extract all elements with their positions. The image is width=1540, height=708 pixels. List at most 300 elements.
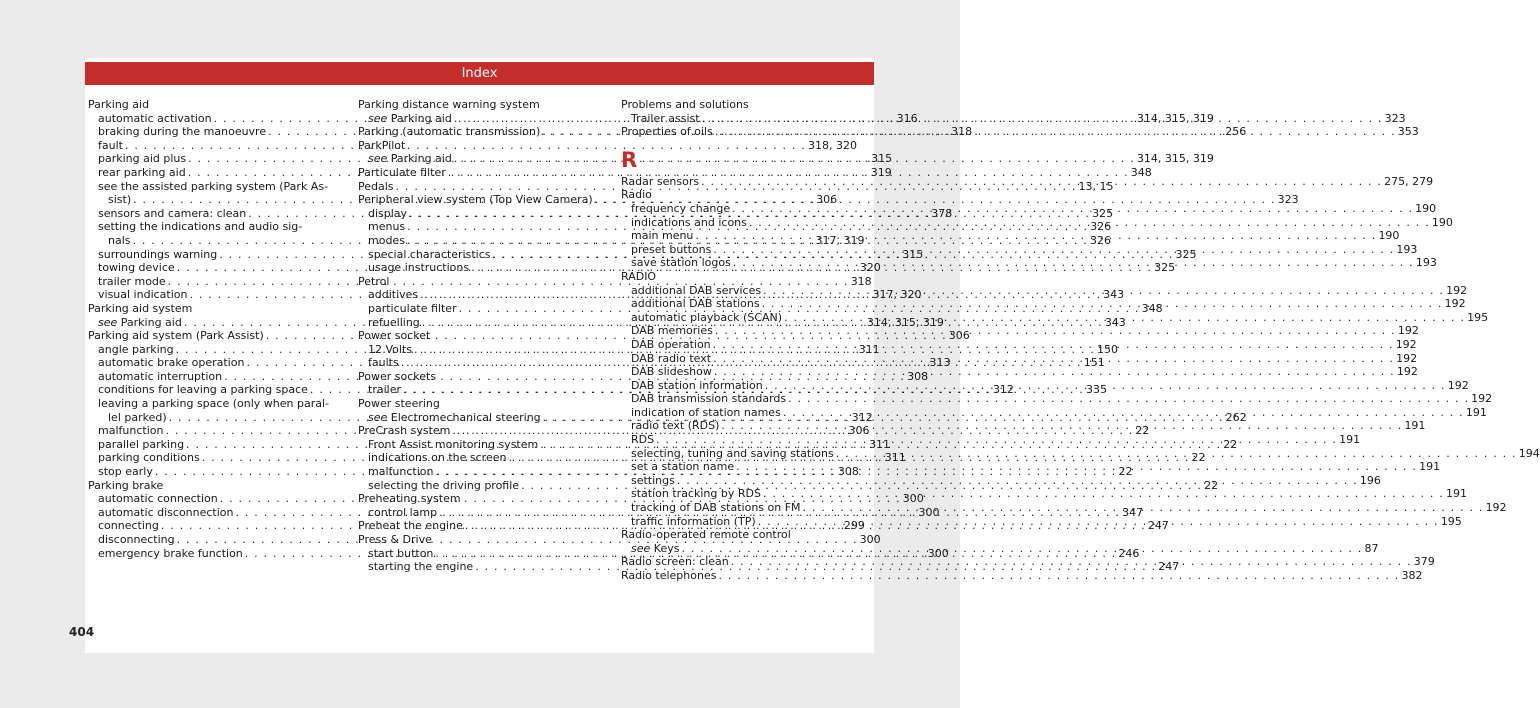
entry-text: special characteristics bbox=[368, 247, 491, 261]
entry-text: usage instructions bbox=[368, 261, 470, 275]
entry-label bbox=[98, 125, 266, 139]
leader-dots bbox=[762, 297, 1443, 311]
entry-text: parking conditions bbox=[98, 451, 200, 465]
leader-dots bbox=[714, 365, 1395, 379]
entry-label bbox=[631, 515, 756, 529]
page-reference[interactable]: 300 bbox=[859, 533, 881, 546]
entry-text: starting the engine bbox=[368, 560, 474, 574]
leader-dots bbox=[702, 112, 1383, 126]
index-heading: Petrol bbox=[358, 274, 390, 288]
entry-text: trailer mode bbox=[98, 274, 166, 288]
page-reference[interactable]: 192 bbox=[1396, 365, 1418, 379]
see-reference: see bbox=[98, 315, 118, 329]
entry-text: Pedals bbox=[358, 179, 394, 193]
page-reference[interactable]: 325 bbox=[1175, 247, 1197, 261]
entry-label bbox=[108, 411, 167, 425]
entry-label bbox=[368, 465, 433, 479]
page-reference[interactable]: 247 bbox=[1147, 519, 1169, 533]
entry-text: start button bbox=[368, 546, 434, 560]
index-entry bbox=[621, 569, 1423, 583]
entry-text: Properties of oils bbox=[621, 125, 713, 139]
leader-dots bbox=[749, 216, 1430, 230]
entry-label bbox=[368, 438, 538, 452]
entry-text: additional DAB stations bbox=[631, 297, 760, 311]
entry-text: conditions for leaving a parking space bbox=[98, 383, 308, 397]
index-heading: Parking aid bbox=[88, 98, 150, 111]
entry-label bbox=[88, 329, 264, 343]
entry-text: particulate filter bbox=[368, 301, 457, 315]
leader-dots bbox=[733, 256, 1414, 270]
entry-label bbox=[98, 383, 308, 397]
entry-label bbox=[631, 487, 761, 501]
entry-text: towing device bbox=[98, 261, 175, 275]
entry-label bbox=[98, 112, 212, 126]
entry-label bbox=[368, 411, 541, 425]
page-reference[interactable]: 378 bbox=[931, 206, 953, 220]
entry-text: RDS bbox=[631, 433, 655, 447]
page-reference[interactable]: 314, 315, 319 bbox=[866, 315, 944, 329]
page-reference[interactable]: 347 bbox=[1122, 505, 1144, 519]
page-reference[interactable]: 348 bbox=[1141, 301, 1163, 315]
entry-text: automatic playback (SCAN) bbox=[631, 310, 783, 324]
entry-text: DAB memories bbox=[631, 324, 713, 338]
page-reference[interactable]: 318 bbox=[850, 274, 872, 288]
leader-dots bbox=[803, 501, 1484, 515]
page-reference[interactable]: 315 bbox=[902, 247, 924, 261]
page-reference[interactable]: 190 bbox=[1431, 215, 1453, 229]
entry-label bbox=[631, 433, 654, 447]
page-reference[interactable]: 343 bbox=[1103, 288, 1125, 302]
index-heading: Parking aid system bbox=[88, 301, 193, 315]
page-reference[interactable]: 191 bbox=[1419, 460, 1441, 474]
page-reference[interactable]: 191 bbox=[1445, 487, 1467, 501]
entry-label bbox=[98, 166, 186, 180]
entry-label bbox=[98, 261, 175, 275]
entry-label bbox=[631, 229, 693, 243]
entry-label bbox=[98, 424, 163, 438]
leader-dots bbox=[713, 352, 1394, 366]
page-reference[interactable]: 13, 15 bbox=[1078, 179, 1114, 193]
entry-label bbox=[368, 220, 405, 234]
page-reference[interactable]: 325 bbox=[1092, 206, 1114, 220]
index-heading: Power socket bbox=[358, 329, 431, 343]
page-reference[interactable]: 323 bbox=[1277, 193, 1299, 207]
page-reference[interactable]: 195 bbox=[1467, 310, 1489, 324]
entry-label bbox=[98, 248, 217, 262]
entry-label bbox=[98, 343, 174, 357]
entry-text: lel parked) bbox=[108, 410, 167, 424]
page-reference[interactable]: 190 bbox=[1378, 229, 1400, 243]
entry-label bbox=[368, 288, 418, 302]
entry-text: frequency change bbox=[631, 201, 731, 215]
entry-label bbox=[98, 519, 159, 533]
bottom-margin bbox=[0, 653, 960, 708]
page-reference[interactable]: 191 bbox=[1465, 405, 1487, 419]
page-reference[interactable]: 247 bbox=[1158, 560, 1180, 574]
entry-label bbox=[358, 125, 540, 139]
entry-text: surroundings warning bbox=[98, 247, 218, 261]
leader-dots bbox=[656, 433, 1337, 447]
entry-text: additional DAB services bbox=[631, 283, 762, 297]
entry-label bbox=[358, 519, 463, 533]
entry-label bbox=[631, 311, 782, 325]
page-reference[interactable]: 151 bbox=[1083, 356, 1105, 370]
page-reference[interactable]: 317, 319 bbox=[815, 233, 865, 247]
page-reference[interactable]: 311 bbox=[884, 451, 906, 465]
entry-text: PreCrash system bbox=[358, 424, 451, 438]
index-heading: Power sockets bbox=[358, 369, 437, 383]
entry-label bbox=[621, 125, 713, 139]
leader-dots bbox=[758, 515, 1439, 529]
entry-text: traffic information (TP) bbox=[631, 514, 756, 528]
entry-text: braking during the manoeuvre bbox=[98, 125, 267, 139]
page-reference[interactable]: 192 bbox=[1446, 283, 1468, 297]
page-reference[interactable]: 246 bbox=[1118, 546, 1140, 560]
entry-text: DAB slideshow bbox=[631, 365, 712, 379]
index-entry bbox=[621, 392, 1493, 406]
leader-dots bbox=[783, 406, 1464, 420]
leader-dots bbox=[721, 419, 1402, 433]
page-reference[interactable]: 306 bbox=[948, 329, 970, 343]
entry-text: save station logos bbox=[631, 256, 731, 270]
leader-dots bbox=[715, 324, 1396, 338]
see-reference: see bbox=[631, 541, 651, 555]
page-reference[interactable]: 22 bbox=[1135, 424, 1150, 438]
entry-text: automatic brake operation bbox=[98, 356, 245, 370]
section-letter: R bbox=[621, 147, 638, 172]
left-margin bbox=[0, 0, 85, 708]
page-reference[interactable]: 193 bbox=[1415, 256, 1437, 270]
entry-text: disconnecting bbox=[98, 533, 175, 546]
page-reference[interactable]: 306 bbox=[816, 193, 838, 207]
entry-text: set a station name bbox=[631, 460, 735, 474]
index-heading: Radio-operated remote control bbox=[621, 528, 791, 542]
index-heading: Parking distance warning system bbox=[358, 98, 540, 111]
leader-dots bbox=[713, 243, 1394, 257]
entry-text: display bbox=[368, 206, 408, 220]
page-reference[interactable]: 312 bbox=[851, 410, 873, 424]
entry-text: connecting bbox=[98, 519, 159, 533]
page-reference[interactable]: 87 bbox=[1364, 541, 1379, 555]
entry-label bbox=[631, 501, 801, 515]
entry-text: Trailer assist bbox=[631, 111, 700, 125]
entry-text: Radio screen: clean bbox=[621, 555, 729, 569]
entry-label bbox=[631, 379, 763, 393]
entry-text: main menu bbox=[631, 229, 694, 243]
entry-label bbox=[631, 243, 711, 257]
entry-text: DAB station information bbox=[631, 378, 763, 392]
leader-dots bbox=[788, 392, 1469, 406]
leader-dots bbox=[677, 474, 1358, 488]
entry-text: Front Assist monitoring system bbox=[368, 437, 539, 451]
page-reference[interactable]: 192 bbox=[1447, 378, 1469, 392]
entry-label bbox=[98, 506, 234, 520]
entry-label bbox=[368, 356, 399, 370]
entry-label bbox=[358, 193, 593, 207]
entry-text: angle parking bbox=[98, 342, 174, 356]
entry-label bbox=[368, 261, 469, 275]
entry-text: Particulate filter bbox=[358, 165, 446, 179]
page-reference[interactable]: 299 bbox=[843, 519, 865, 533]
page-reference[interactable]: 193 bbox=[1396, 242, 1418, 256]
entry-text: malfunction bbox=[98, 424, 164, 438]
entry-text: parallel parking bbox=[98, 437, 185, 451]
entry-text: DAB transmission standards bbox=[631, 392, 787, 406]
page-reference[interactable]: 348 bbox=[1130, 165, 1152, 179]
entry-text: visual indication bbox=[98, 288, 188, 302]
page-reference[interactable]: 315 bbox=[871, 152, 893, 166]
entry-label bbox=[98, 465, 153, 479]
leader-dots bbox=[736, 460, 1417, 474]
page-reference[interactable]: 313 bbox=[929, 356, 951, 370]
page-reference[interactable]: 311 bbox=[869, 437, 891, 451]
page-reference[interactable]: 195 bbox=[1440, 514, 1462, 528]
leader-dots bbox=[836, 447, 1517, 461]
page-reference[interactable]: 300 bbox=[918, 505, 940, 519]
page-reference[interactable]: 300 bbox=[927, 546, 949, 560]
page-reference[interactable]: 326 bbox=[1089, 233, 1111, 247]
entry-label bbox=[368, 547, 433, 561]
index-heading: Power steering bbox=[358, 397, 440, 411]
entry-label bbox=[631, 216, 747, 230]
leader-dots bbox=[732, 202, 1413, 216]
entry-label bbox=[358, 166, 446, 180]
page-reference[interactable]: 326 bbox=[1090, 220, 1112, 234]
page-reference[interactable]: 194 bbox=[1518, 446, 1540, 460]
entry-text: DAB radio text bbox=[631, 351, 712, 365]
page-reference[interactable]: 192 bbox=[1485, 501, 1507, 515]
entry-label bbox=[631, 474, 675, 488]
entry-text: trailer bbox=[368, 383, 401, 397]
entry-label bbox=[98, 370, 222, 384]
page-reference[interactable]: 22 bbox=[1118, 465, 1133, 479]
leader-dots bbox=[695, 229, 1376, 243]
entry-text: emergency brake function bbox=[98, 546, 243, 560]
entry-label bbox=[621, 569, 716, 583]
entry-text: Radar sensors bbox=[621, 174, 700, 188]
entry-text: malfunction bbox=[368, 465, 434, 479]
entry-text: settings bbox=[631, 473, 675, 487]
entry-label bbox=[98, 492, 218, 506]
entry-label bbox=[368, 302, 457, 316]
entry-text: indications and icons bbox=[631, 215, 747, 229]
leader-dots bbox=[681, 542, 1362, 556]
index-heading: Preheating system bbox=[358, 492, 461, 506]
entry-label bbox=[108, 234, 131, 248]
entry-label bbox=[368, 316, 420, 330]
leader-dots bbox=[784, 311, 1465, 325]
page-reference[interactable]: 192 bbox=[1397, 324, 1419, 338]
page-reference[interactable]: 308 bbox=[907, 369, 929, 383]
page-reference[interactable]: 379 bbox=[1413, 555, 1435, 569]
page-reference[interactable]: 318, 320 bbox=[807, 138, 857, 152]
entry-label bbox=[98, 316, 182, 330]
entry-label bbox=[368, 112, 452, 126]
entry-label bbox=[98, 152, 186, 166]
entry-text: Parking aid bbox=[390, 152, 452, 166]
page-reference[interactable]: 22 bbox=[1204, 478, 1219, 492]
entry-text: automatic connection bbox=[98, 492, 218, 506]
entry-label bbox=[368, 560, 473, 574]
page-reference[interactable]: 343 bbox=[1104, 315, 1126, 329]
leader-dots bbox=[763, 487, 1444, 501]
entry-text: control lamp bbox=[368, 505, 438, 519]
entry-label bbox=[631, 460, 734, 474]
entry-label bbox=[631, 297, 760, 311]
entry-text: stop early bbox=[98, 465, 153, 479]
entry-label bbox=[631, 338, 711, 352]
entry-text: selecting, tuning and saving stations bbox=[631, 446, 834, 460]
entry-text: faults bbox=[368, 356, 399, 370]
leader-dots bbox=[763, 284, 1444, 298]
index-heading: Press & Drive bbox=[358, 533, 432, 546]
page-reference[interactable]: 314, 315, 319 bbox=[1136, 111, 1214, 125]
entry-label bbox=[98, 275, 166, 289]
index-heading: RADIO bbox=[621, 269, 657, 283]
see-reference: see bbox=[368, 410, 388, 424]
page-reference[interactable]: 150 bbox=[1097, 342, 1119, 356]
page-reference[interactable]: 320 bbox=[859, 261, 881, 275]
page-reference[interactable]: 335 bbox=[1086, 383, 1107, 397]
entry-label bbox=[631, 284, 761, 298]
page-reference[interactable]: 300 bbox=[902, 492, 924, 506]
entry-text: Keys bbox=[653, 541, 680, 555]
entry-label bbox=[98, 547, 243, 561]
page-reference[interactable]: 319 bbox=[870, 165, 892, 179]
entry-label bbox=[621, 175, 699, 189]
page-reference[interactable]: 318 bbox=[951, 125, 973, 139]
see-reference: see bbox=[368, 152, 388, 166]
page-reference[interactable]: 306 bbox=[848, 424, 870, 438]
entry-text: preset buttons bbox=[631, 242, 712, 256]
entry-text: refuelling bbox=[368, 315, 420, 329]
index-heading: Parking brake bbox=[88, 478, 164, 492]
page-reference[interactable]: 190 bbox=[1415, 201, 1437, 215]
index-heading: Problems and solutions bbox=[621, 98, 749, 111]
leader-dots bbox=[718, 569, 1399, 583]
page-reference[interactable]: 192 bbox=[1395, 337, 1417, 351]
entry-text: Electromechanical steering bbox=[390, 410, 541, 424]
entry-text: additives bbox=[368, 288, 419, 302]
entry-text: selecting the driving profile bbox=[368, 478, 520, 492]
entry-label bbox=[631, 542, 679, 556]
page-reference[interactable]: 191 bbox=[1339, 433, 1361, 447]
index-entry-text: see the assisted parking system (Park As- bbox=[98, 179, 329, 193]
entry-text: automatic activation bbox=[98, 111, 212, 125]
leader-dots bbox=[701, 175, 1382, 189]
entry-text: Parking aid bbox=[390, 111, 452, 125]
entry-label bbox=[631, 324, 713, 338]
entry-label bbox=[368, 506, 437, 520]
leader-dots bbox=[715, 125, 1396, 139]
page-reference[interactable]: 192 bbox=[1396, 351, 1418, 365]
index-heading: ParkPilot bbox=[358, 138, 406, 152]
entry-label bbox=[631, 352, 711, 366]
page-number: 404 bbox=[69, 625, 95, 639]
page-reference[interactable]: 308 bbox=[837, 465, 859, 479]
entry-text: 12 Volts bbox=[368, 342, 412, 356]
entry-label bbox=[98, 533, 175, 547]
entry-label bbox=[631, 447, 834, 461]
page-reference[interactable]: 312 bbox=[992, 383, 1014, 397]
page-reference[interactable]: 191 bbox=[1404, 419, 1426, 433]
index-entry-text: setting the indications and audio sig- bbox=[98, 220, 303, 234]
page-reference[interactable]: 275, 279 bbox=[1384, 174, 1434, 188]
entry-text: Peripheral view system (Top View Camera) bbox=[358, 193, 593, 207]
entry-text: fault bbox=[98, 138, 123, 152]
entry-label bbox=[98, 356, 244, 370]
entry-label bbox=[368, 383, 401, 397]
page-title: Index bbox=[85, 62, 874, 85]
entry-text: Parking (automatic transmission) bbox=[358, 125, 541, 139]
entry-text: nals bbox=[108, 233, 131, 247]
page-reference[interactable]: 353 bbox=[1397, 125, 1419, 139]
entry-text: Parking aid bbox=[120, 315, 182, 329]
page-reference[interactable]: 314, 315, 319 bbox=[1136, 152, 1214, 166]
entry-label bbox=[98, 451, 200, 465]
page-reference[interactable]: 316 bbox=[896, 111, 918, 125]
entry-label bbox=[368, 343, 412, 357]
page-reference[interactable]: 192 bbox=[1471, 392, 1493, 406]
page-reference[interactable]: 22 bbox=[1223, 437, 1238, 451]
entry-label bbox=[368, 152, 452, 166]
page-reference[interactable]: 256 bbox=[1225, 125, 1247, 139]
page-reference[interactable]: 262 bbox=[1225, 410, 1247, 424]
page-reference[interactable]: 311 bbox=[858, 342, 880, 356]
entry-text: radio text (RDS) bbox=[631, 419, 720, 433]
page-reference[interactable]: 382 bbox=[1401, 569, 1423, 582]
page-reference[interactable]: 196 bbox=[1359, 473, 1381, 487]
entry-text: automatic interruption bbox=[98, 369, 223, 383]
entry-text: automatic disconnection bbox=[98, 505, 234, 519]
leader-dots bbox=[765, 379, 1446, 393]
entry-text: tracking of DAB stations on FM bbox=[631, 501, 801, 515]
page-reference[interactable]: 317, 320 bbox=[872, 288, 922, 302]
entry-label bbox=[631, 419, 719, 433]
entry-label bbox=[98, 288, 188, 302]
entry-text: Parking aid system (Park Assist) bbox=[88, 329, 264, 343]
entry-label bbox=[368, 207, 407, 221]
page-reference[interactable]: 325 bbox=[1154, 261, 1176, 275]
leader-dots bbox=[731, 555, 1412, 569]
entry-text: sensors and camera: clean bbox=[98, 206, 247, 220]
entry-label bbox=[98, 207, 246, 221]
entry-label bbox=[98, 139, 123, 153]
see-reference: see bbox=[368, 111, 388, 125]
entry-text: menus bbox=[368, 220, 406, 234]
entry-label bbox=[358, 180, 394, 194]
entry-label bbox=[368, 234, 405, 248]
entry-label bbox=[631, 392, 786, 406]
entry-text: indication of station names bbox=[631, 405, 781, 419]
entry-text: sist) bbox=[108, 193, 132, 207]
page-reference[interactable]: 192 bbox=[1444, 297, 1466, 311]
entry-label bbox=[631, 365, 712, 379]
entry-text: Radio telephones bbox=[621, 569, 717, 582]
entry-label bbox=[631, 202, 730, 216]
index-entry bbox=[358, 152, 1214, 166]
entry-label bbox=[631, 256, 731, 270]
entry-label bbox=[98, 438, 184, 452]
page-reference[interactable]: 323 bbox=[1384, 111, 1406, 125]
entry-text: modes bbox=[368, 233, 405, 247]
index-heading: Radio bbox=[621, 188, 652, 202]
entry-label bbox=[108, 193, 131, 207]
entry-text: rear parking aid bbox=[98, 165, 186, 179]
top-margin bbox=[0, 0, 960, 58]
leader-dots bbox=[713, 338, 1394, 352]
page-reference[interactable]: 22 bbox=[1191, 451, 1206, 465]
